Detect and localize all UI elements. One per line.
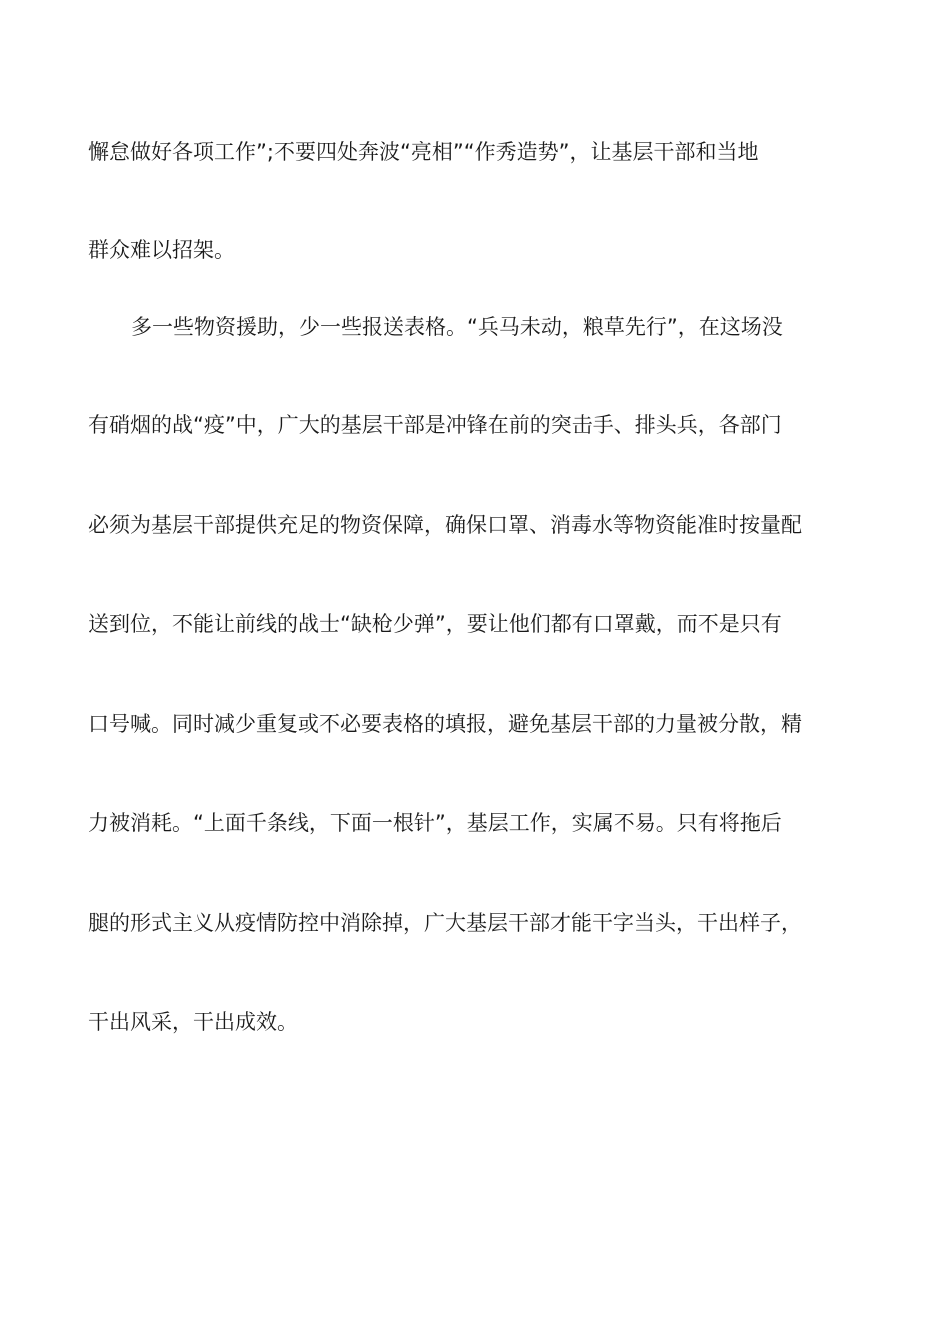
paragraph-first-line: 多一些物资援助，少一些报送表格。“兵马未动，粮草先行”，在这场没 [131,315,783,339]
text-line: 群众难以招架。 [88,238,235,262]
text-line: 口号喊。同时减少重复或不必要表格的填报，避免基层干部的力量被分散，精 [88,712,802,736]
text-line: 力被消耗。“上面千条线，下面一根针”，基层工作，实属不易。只有将拖后 [88,811,782,835]
text-line: 送到位，不能让前线的战士“缺枪少弹”，要让他们都有口罩戴，而不是只有 [88,612,782,636]
text-line: 干出风采，干出成效。 [88,1010,298,1034]
text-line: 有硝烟的战“疫”中，广大的基层干部是冲锋在前的突击手、排头兵，各部门 [88,413,782,437]
text-line: 必须为基层干部提供充足的物资保障，确保口罩、消毒水等物资能准时按量配 [88,513,802,537]
text-line: 腿的形式主义从疫情防控中消除掉，广大基层干部才能干字当头，干出样子， [88,911,802,935]
text-line: 懈怠做好各项工作”;不要四处奔波“亮相”“作秀造势”，让基层干部和当地 [88,140,759,164]
